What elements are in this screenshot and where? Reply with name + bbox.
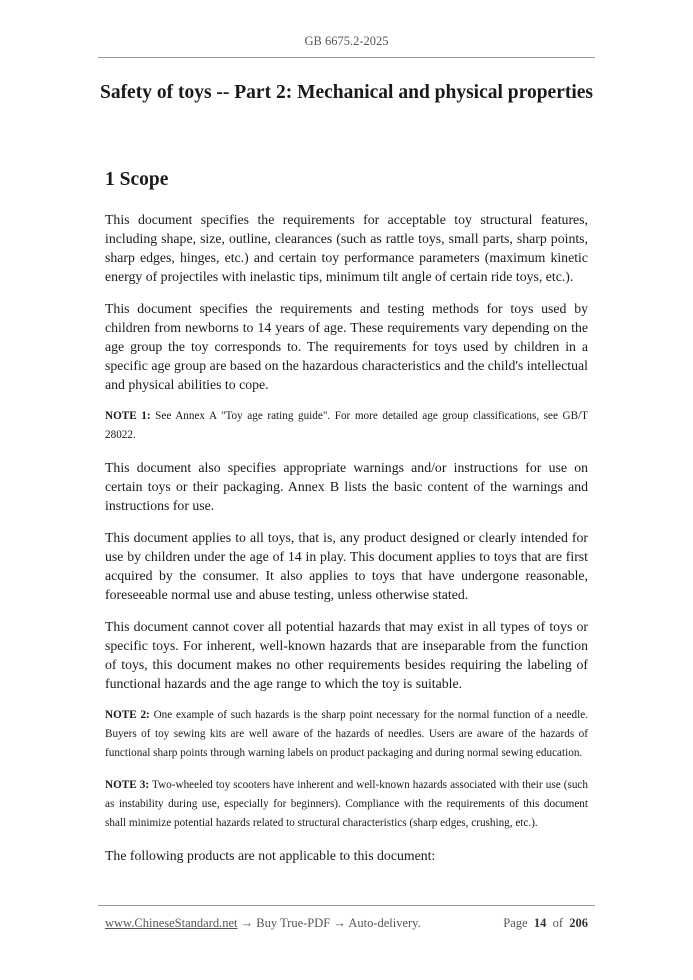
arrow-right-icon: → bbox=[240, 916, 254, 930]
site-link[interactable]: www.ChineseStandard.net bbox=[105, 916, 238, 930]
paragraph-applicability: This document applies to all toys, that is, any product designed or clearly intended for use by children under the age of 14 in play. This document applies to toys that are first acquired by the consumer. It also applies to toys that have undergone reasonable, foreseeable normal use and abuse testing, unless otherwise stated. bbox=[105, 530, 588, 602]
note-text: One example of such hazards is the sharp point necessary for the normal function of a needle. Buyers of toy sewing kits are well aware of the hazards of needles. Users are aware of the hazards of functional sharp points through warning labels on product packaging and during normal sewing education. bbox=[105, 709, 589, 759]
paragraph-age-range: This document specifies the requirements and testing methods for toys used by children from newborns to 14 years of age. These requirements vary depending on the age group the toy corresponds to. The requirements for toys used by children in a specific age group are based on the hazardous characteristics and the child's intellectual and physical abilities to cope. bbox=[105, 301, 588, 392]
header-divider bbox=[98, 57, 595, 58]
note-1 bbox=[105, 407, 588, 445]
page-of: of bbox=[552, 916, 563, 930]
paragraph-exclusions-intro: The following products are not applicable to this document: bbox=[105, 848, 436, 863]
note-3 bbox=[105, 776, 588, 833]
note-text: See Annex A "Toy age rating guide". For more detailed age group classifications, see GB/T 28022. bbox=[105, 410, 589, 441]
page-number bbox=[503, 916, 588, 931]
note-text: Two-wheeled toy scooters have inherent and well-known hazards associated with their use (such as instability during use, especially for beginners). Compliance with the requirements of this document shall minimize potential hazards related to structural characteristics (sharp edges, crushing, etc.). bbox=[105, 779, 588, 829]
auto-delivery-text: Auto-delivery. bbox=[348, 916, 421, 930]
buy-pdf-link[interactable]: Buy True-PDF bbox=[256, 916, 331, 930]
note-2 bbox=[105, 706, 588, 763]
document-body bbox=[105, 210, 588, 878]
document-title: Safety of toys -- Part 2: Mechanical and physical properties bbox=[99, 82, 594, 103]
paragraph-scope-requirements: This document specifies the requirements for acceptable toy structural features, including shape, size, outline, clearances (such as rattle toys, small parts, sharp points, sharp edges, hinges, etc.) and certain toy performance parameters (maximum kinetic energy of projectiles with inelastic tips, minimum tilt angle of certain ride toys, etc.). bbox=[105, 212, 588, 284]
page-total: 206 bbox=[569, 916, 588, 930]
section-heading: 1 Scope bbox=[105, 169, 169, 190]
page-label: Page bbox=[503, 916, 528, 930]
footer-divider bbox=[98, 905, 595, 906]
arrow-right-icon: → bbox=[333, 916, 346, 930]
note-label: NOTE 2: bbox=[105, 709, 150, 721]
footer-links bbox=[105, 916, 421, 931]
page-current: 14 bbox=[533, 916, 547, 930]
note-label: NOTE 3: bbox=[105, 779, 150, 791]
paragraph-warnings: This document also specifies appropriate warnings and/or instructions for use on certain toys or their packaging. Annex B lists the basic content of the warnings and instructions for use. bbox=[105, 460, 588, 513]
note-label: NOTE 1: bbox=[105, 410, 151, 422]
paragraph-inherent-hazards: This document cannot cover all potential hazards that may exist in all types of toys or specific toys. For inherent, well-known hazards that are inseparable from the function of toys, this document makes no other requirements besides requiring the labeling of functional hazards and the age range to which the toy is suitable. bbox=[105, 619, 588, 691]
page-header: GB 6675.2-2025 bbox=[304, 34, 389, 48]
